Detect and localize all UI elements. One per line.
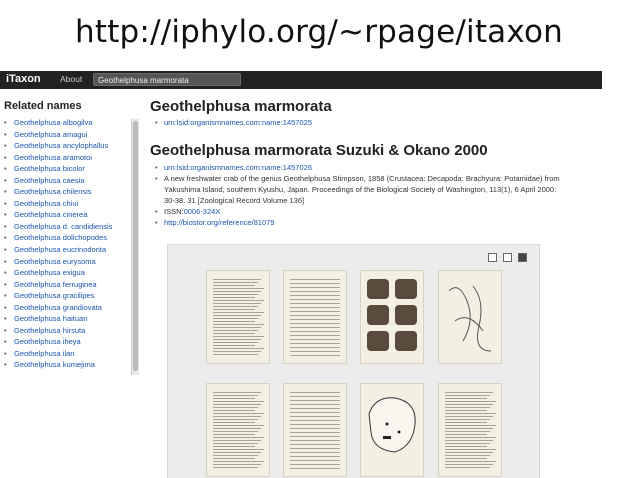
related-name-item[interactable]: • Geothelphusa caesia bbox=[4, 175, 112, 187]
page-thumbnail[interactable] bbox=[438, 383, 502, 477]
biostor-link[interactable]: http://biostor.org/reference/81079 bbox=[164, 218, 275, 227]
related-name-item[interactable]: • Geothelphusa d. candidiensis bbox=[4, 221, 112, 233]
sidebar-heading: Related names bbox=[4, 100, 82, 112]
related-name-item[interactable]: • Geothelphusa kumejima bbox=[4, 359, 112, 371]
page-view-icon[interactable] bbox=[503, 253, 512, 262]
related-name-item[interactable]: • Geothelphusa eucrinodonta bbox=[4, 244, 112, 256]
page-thumbnail[interactable] bbox=[283, 270, 347, 364]
related-name-item[interactable]: • Geothelphusa chilensis bbox=[4, 186, 112, 198]
related-name-item[interactable]: • Geothelphusa iheya bbox=[4, 336, 112, 348]
related-name-item[interactable]: • Geothelphusa grandiovata bbox=[4, 302, 112, 314]
related-name-item[interactable]: • Geothelphusa cinerea bbox=[4, 209, 112, 221]
related-name-item[interactable]: • Geothelphusa chiui bbox=[4, 198, 112, 210]
related-name-item[interactable]: • Geothelphusa amagui bbox=[4, 129, 112, 141]
search-input[interactable]: Geothelphusa marmorata bbox=[93, 73, 241, 86]
urn-link[interactable]: urn:lsid:organismnames.com:name:1457026 bbox=[164, 163, 312, 172]
citation-line: Yakushima Island, southern Kyushu, Japan. Proceedings of the Biological Society of Washington, 113(1), 6 April 2000: bbox=[164, 185, 557, 194]
page-thumbnail[interactable] bbox=[206, 270, 270, 364]
scrollbar-thumb[interactable] bbox=[133, 121, 138, 371]
urn-link[interactable]: urn:lsid:organismnames.com:name:1457025 bbox=[164, 118, 312, 127]
related-names-list bbox=[4, 117, 112, 371]
screenshot bbox=[0, 71, 602, 478]
citation-line: A new freshwater crab of the genus Geothelphusa Stimpson, 1858 (Crustacea: Decapoda: Brachyura: Potamidae) from bbox=[164, 174, 560, 183]
related-name-item[interactable]: • Geothelphusa ancylophallus bbox=[4, 140, 112, 152]
biostor-item bbox=[155, 218, 275, 227]
image-view-icon[interactable] bbox=[518, 253, 527, 262]
name-title: Geothelphusa marmorata bbox=[150, 98, 332, 115]
grid-view-icon[interactable] bbox=[488, 253, 497, 262]
page-thumbnail[interactable] bbox=[438, 270, 502, 364]
related-name-item[interactable]: • Geothelphusa bicolor bbox=[4, 163, 112, 175]
sidebar-scrollbar[interactable] bbox=[131, 119, 139, 375]
page-thumbnail[interactable] bbox=[360, 383, 424, 477]
related-name-item[interactable]: • Geothelphusa aramotoi bbox=[4, 152, 112, 164]
related-name-item[interactable]: • Geothelphusa ilan bbox=[4, 348, 112, 360]
issn-item bbox=[155, 207, 220, 216]
related-name-item[interactable]: • Geothelphusa gracilipes bbox=[4, 290, 112, 302]
citation-item bbox=[155, 174, 560, 183]
document-viewer bbox=[167, 244, 540, 478]
related-name-item[interactable]: • Geothelphusa hirsuta bbox=[4, 325, 112, 337]
related-name-item[interactable]: • Geothelphusa albogilva bbox=[4, 117, 112, 129]
page-thumbnail[interactable] bbox=[283, 383, 347, 477]
related-name-item[interactable]: • Geothelphusa ferruginea bbox=[4, 279, 112, 291]
citation-line: 30-38. 31 [Zoological Record Volume 136] bbox=[164, 196, 305, 205]
issn-label: ISSN: bbox=[164, 207, 184, 216]
related-name-item[interactable]: • Geothelphusa exigua bbox=[4, 267, 112, 279]
urn-item bbox=[155, 118, 312, 127]
page-thumbnail[interactable] bbox=[206, 383, 270, 477]
reference-title: Geothelphusa marmorata Suzuki & Okano 2000 bbox=[150, 142, 488, 159]
page-thumbnail[interactable] bbox=[360, 270, 424, 364]
top-navbar bbox=[0, 71, 602, 89]
related-names-sidebar bbox=[0, 89, 141, 478]
related-name-item[interactable]: • Geothelphusa haituan bbox=[4, 313, 112, 325]
slide-title: http://iphylo.org/~rpage/itaxon bbox=[75, 14, 563, 50]
issn-link[interactable]: 0006-324X bbox=[183, 207, 221, 216]
about-link[interactable]: About bbox=[60, 74, 83, 84]
related-name-item[interactable]: • Geothelphusa dolichopodes bbox=[4, 232, 112, 244]
related-name-item[interactable]: • Geothelphusa eurysoma bbox=[4, 256, 112, 268]
brand-logo[interactable]: iTaxon bbox=[6, 73, 41, 85]
urn-item bbox=[155, 163, 312, 172]
